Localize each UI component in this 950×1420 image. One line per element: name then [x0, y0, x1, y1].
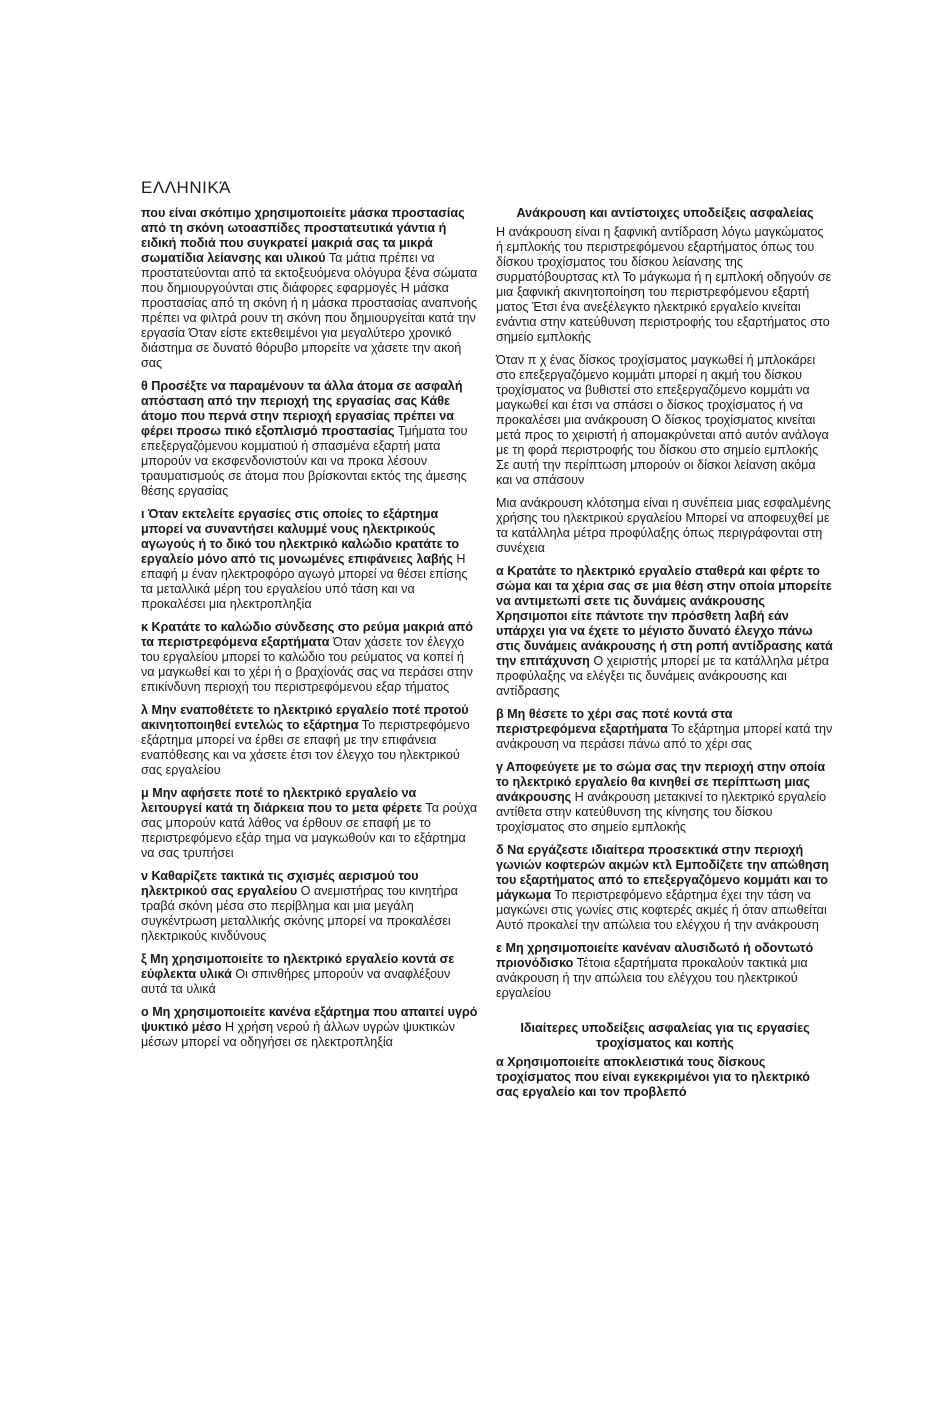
paragraph-text: Ο χειριστής μπορεί με τα κατάλληλα μέτρα προφύλαξης να ελέγξει τις δυνάμεις ανάκρουσης και αντίδρασης — [496, 654, 830, 698]
paragraph-text: Ο ανεμιστήρας του κινητήρα τραβά σκόνη μέσα στο περίβλημα και μια μεγάλη συγκέντρωση μεταλλικής σκόνης μπορεί να προκαλέσει ηλεκτρικούς κινδύνους — [141, 884, 458, 943]
paragraph-text: Η επαφή μ έναν ηλεκτροφόρο αγωγό μπορεί να θέσει επίσης τα μεταλλικά μέρη του εργαλείου υπό τάση και να προκαλέσει μια ηλεκτροπληξία — [141, 552, 468, 611]
paragraph-bold: που είναι σκόπιμο χρησιμοποιείτε μάσκα προστασίας από τη σκόνη ωτοασπίδες προστατευτικά γάντια ή ειδική ποδιά που συγκρατεί μακριά σας τα μικρά σωματίδια λείανσης και υλικού — [141, 206, 465, 265]
safety-paragraph — [496, 941, 834, 1001]
paragraph-bold: γ Αποφεύγετε με το σώμα σας την περιοχή στην οποία το ηλεκτρικό εργαλείο θα κινηθεί σε περίπτωση μιας ανάκρουσης — [496, 760, 826, 804]
paragraph-bold: ο Μη χρησιμοποιείτε κανένα εξάρτημα που απαιτεί υγρό ψυκτικό μέσο — [141, 1005, 478, 1034]
safety-paragraph — [496, 564, 834, 699]
safety-paragraph — [141, 1005, 479, 1050]
paragraph-text: Τα ρούχα σας μπορούν κατά λάθος να έρθουν σε επαφή με το περιστρεφόμενο εξάρ τημα να μαγκωθούν και το εξάρτημα να σας τρυπήσει — [141, 801, 478, 860]
paragraph-bold: μ Μην αφήσετε ποτέ το ηλεκτρικό εργαλείο να λειτουργεί κατά τη διάρκεια που το μετα φέρετε — [141, 786, 423, 815]
safety-paragraph — [141, 703, 479, 778]
spacer — [496, 1009, 834, 1021]
right-column — [496, 206, 834, 1108]
paragraph-bold: ξ Μη χρησιμοποιείτε το ηλεκτρικό εργαλείο κοντά σε εύφλεκτα υλικά — [141, 952, 455, 981]
intro-paragraph: Η ανάκρουση είναι η ξαφνική αντίδραση λόγω μαγκώματος ή εμπλοκής του περιστρεφόμενου εξαρτήματος όπως του δίσκου τροχίσματος του δίσκου λείανσης της συρματόβουρτσας κτλ Το μάγκωμα ή η εμπλοκή οδηγούν σε μια ξαφνική ακινητοποίηση του περιστρεφόμενου εξαρτή ματος Έτσι ένα ανεξέλεγκτο ηλεκτρικό εργαλείο κινείται ενάντια στην κατεύθυνση περιστροφής του εξαρτήματος στο σημείο εμπλοκής — [496, 225, 832, 344]
left-column — [141, 206, 479, 1058]
paragraph-text: Το περιστρεφόμενο εξάρτημα έχει την τάση να μαγκώνει στις γωνίες στις κοφτερές ακμές ή όταν απωθείται Αυτό προκαλεί την απώλεια του ελέγχου ή την ανάκρουση — [496, 888, 827, 932]
safety-paragraph — [141, 620, 479, 695]
paragraph-text: Τμήματα του επεξεργαζόμενου κομματιού ή σπασμένα εξαρτή ματα μπορούν να εκσφενδονιστούν και να προκα λέσουν τραυματισμούς σε άτομα που βρίσκονται εκτός της άμεσης θέσης εργασίας — [141, 424, 468, 498]
safety-paragraph — [141, 206, 479, 371]
intro-paragraph: Όταν π χ ένας δίσκος τροχίσματος μαγκωθεί ή μπλοκάρει στο επεξεργαζόμενο κομμάτι μπορεί η ακμή του δίσκου τροχίσματος να βυθιστεί στο επεξεργαζόμενο κομμάτι να μαγκωθεί και έτσι να σπάσει ο δίσκος τροχίσματος ή να προκαλέσει μια ανάκρουση Ο δίσκος τροχίσματος κινείται μετά προς το χειριστή ή απομακρύνεται από αυτόν ανάλογα με τη φορά περιστροφής του δίσκου στο σημείο εμπλοκής Σε αυτή την περίπτωση μπορούν οι δίσκοι λείανση ακόμα και να σπάσουν — [496, 353, 829, 487]
safety-paragraph — [141, 379, 479, 499]
paragraph-bold: ν Καθαρίζετε τακτικά τις σχισμές αερισμού του ηλεκτρικού σας εργαλείου — [141, 869, 419, 898]
safety-paragraph — [496, 760, 834, 835]
paragraph-text: Τέτοια εξαρτήματα προκαλούν τακτικά μια ανάκρουση ή την απώλεια του ελέγχου του ηλεκτρικού εργαλείου — [496, 956, 808, 1000]
paragraph-text: Η ανάκρουση μετακινεί το ηλεκτρικό εργαλείο αντίθετα στην κατεύθυνση της κίνησης του δίσκου τροχίσματος στο σημείο εμπλοκής — [496, 790, 827, 834]
safety-paragraph — [496, 707, 834, 752]
intro-paragraph: Μια ανάκρουση κλότσημα είναι η συνέπεια μιας εσφαλμένης χρήσης του ηλεκτρικού εργαλείου Μπορεί να αποφευχθεί με τα κατάλληλα μέτρα προφύλαξης όπως περιγράφονται στη συνέχεια — [496, 496, 831, 555]
paragraph-text: Το περιστρεφόμενο εξάρτημα μπορεί να έρθει σε επαφή με την επιφάνεια εναπόθεσης και να χάσετε έτσι τον έλεγχο του ηλεκτρικού σας εργαλείου — [141, 718, 470, 777]
paragraph-bold: β Μη θέσετε το χέρι σας ποτέ κοντά στα περιστρεφόμενα εξαρτήματα — [496, 707, 733, 736]
paragraph-bold: θ Προσέξτε να παραμένουν τα άλλα άτομα σε ασφαλή απόσταση από την περιοχή της εργασίας σας Κάθε άτομο που περνά στην περιοχή εργασίας πρέπει να φέρει προσω πικό εξοπλισμό προστασίας — [141, 379, 463, 438]
section-heading-kickback: Ανάκρουση και αντίστοιχες υποδείξεις ασφαλείας — [516, 206, 814, 220]
safety-paragraph — [496, 1055, 834, 1100]
paragraph-bold: κ Κρατάτε το καλώδιο σύνδεσης στο ρεύμα μακριά από τα περιστρεφόμενα εξαρτήματα — [141, 620, 473, 649]
language-header: ΕΛΛΗΝΙΚΆ — [141, 178, 232, 197]
paragraph-bold: ε Μη χρησιμοποιείτε κανέναν αλυσιδωτό ή οδοντωτό πριονόδισκο — [496, 941, 814, 970]
paragraph-bold: ι Όταν εκτελείτε εργασίες στις οποίες το εξάρτημα μπορεί να συναντήσει καλυμμέ νους ηλεκτρικούς αγωγούς ή το δικό του ηλεκτρικό καλώδιο κρατάτε το εργαλείο μόνο από τις μονωμένες επιφάνειες λαβής — [141, 507, 460, 566]
safety-paragraph — [496, 843, 834, 933]
paragraph-bold: α Κρατάτε το ηλεκτρικό εργαλείο σταθερά και φέρτε το σώμα και τα χέρια σας σε μια θέση στην οποία μπορείτε να αντιμετωπί σετε τις δυνάμεις ανάκρουσης Χρησιμοποι είτε πάντοτε την πρόσθετη λαβή εάν υπάρχει για να έχετε το μέγιστο δυνατό έλεγχο πάνω στις δυνάμεις ανάκρουσης ή στη ροπή αντίδρασης κατά την επιτάχυνση — [496, 564, 833, 668]
safety-paragraph — [141, 507, 479, 612]
paragraph-text: Το εξάρτημα μπορεί κατά την ανάκρουση να περάσει πάνω από το χέρι σας — [496, 722, 833, 751]
paragraph-text: Όταν χάσετε τον έλεγχο του εργαλείου μπορεί το καλώδιο του ρεύματος να κοπεί ή να μαγκωθεί και το χέρι ή ο βραχίονάς σας να περάσει στην επικίνδυνη περιοχή του περιστρεφόμενου εξαρ τήματος — [141, 635, 473, 694]
paragraph-text: Οι σπινθήρες μπορούν να αναφλέξουν αυτά τα υλικά — [141, 967, 451, 996]
paragraph-bold: δ Να εργάζεστε ιδιαίτερα προσεκτικά στην περιοχή γωνιών κοφτερών ακμών κτλ Εμποδίζετε την απώθηση του εξαρτήματος από το επεξεργαζόμενο κομμάτι και το μάγκωμα — [496, 843, 829, 902]
paragraph-text: Η χρήση νερού ή άλλων υγρών ψυκτικών μέσων μπορεί να οδηγήσει σε ηλεκτροπληξία — [141, 1020, 456, 1049]
section-heading-grinding: Ιδιαίτερες υποδείξεις ασφαλείας για τις εργασίες τροχίσματος και κοπής — [520, 1021, 810, 1050]
safety-paragraph — [141, 786, 479, 861]
paragraph-bold: α Χρησιμοποιείτε αποκλειστικά τους δίσκους τροχίσματος που είναι εγκεκριμένοι για το ηλεκτρικό σας εργαλείο και τον προβλεπό — [496, 1055, 810, 1099]
paragraph-text: Τα μάτια πρέπει να προστατεύονται από τα εκτοξευόμενα ολόγυρα ξένα σώματα που δημιουργούνται στις διάφορες εφαρμογές Η μάσκα προστασίας από τη σκόνη ή η μάσκα προστασίας αναπνοής πρέπει να φιλτρά ρουν τη σκόνη που δημιουργείται κατά την εργασία Όταν είστε εκτεθειμένοι για μεγαλύτερο χρονικό διάστημα σε δυνατό θόρυβο μπορείτε να χάσετε την ακοή σας — [141, 251, 478, 370]
paragraph-bold: λ Μην εναποθέτετε το ηλεκτρικό εργαλείο ποτέ προτού ακινητοποιηθεί εντελώς το εξάρτημα — [141, 703, 469, 732]
safety-paragraph — [141, 869, 479, 944]
safety-paragraph — [141, 952, 479, 997]
